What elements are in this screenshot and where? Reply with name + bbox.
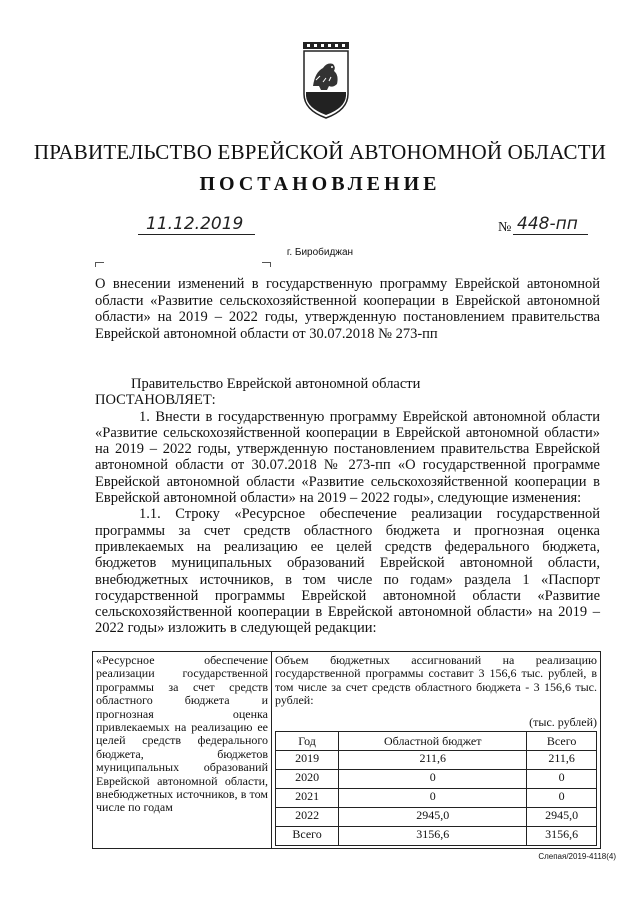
cell-regional-budget: 0 [339, 770, 527, 789]
table-row [276, 827, 597, 846]
cell-regional-budget: 211,6 [339, 751, 527, 770]
table-row [276, 808, 597, 827]
budget-description: Объем бюджетных ассигнований на реализацию государственной программы составит 3 156,6 тыс. рублей, в том числе за счет средств областного бюджета - 3 156,6 тыс. рублей: [275, 653, 597, 708]
government-line: Правительство Еврейской автономной области [131, 376, 421, 392]
body-block [95, 376, 600, 637]
cell-regional-budget: 0 [339, 789, 527, 808]
cell-regional-budget: 2945,0 [339, 808, 527, 827]
cell-total: 2945,0 [527, 808, 597, 827]
resolves-line: ПОСТАНОВЛЯЕТ: [95, 392, 216, 409]
decree-subject: О внесении изменений в государственную программу Еврейской автономной области «Развитие сельскохозяйственной кооперации в Еврейской автономной области» на 2019 – 2022 годы, утвержденную постановлением правительства Еврейской автономной области от 30.07.2018 № 273-пп [95, 276, 600, 342]
paragraph-1-1: 1.1. Строку «Ресурсное обеспечение реализации государственной программы за счет средств областного бюджета и прогнозная оценка привлекаемых на реализацию ее целей средств федерального бюджета, бюджетов муниципальных образований Еврейской автономной области, внебюджетных источников, в том числе по годам» раздела 1 «Паспорт государственной программы Еврейской автономной области «Развитие сельскохозяйственной кооперации в Еврейской автономной области» на 2019 – 2022 годы» изложить в следующей редакции: [95, 506, 600, 637]
city-label: г. Биробиджан [286, 247, 354, 258]
resource-table-left-cell: «Ресурсное обеспечение реализации государственной программы за счет средств областного бюджета и прогнозная оценка привлекаемых на реализацию ее целей средств федерального бюджета, бюджетов муниципальных образований Еврейской автономной области, внебюджетных источников, в том числе по годам [93, 652, 272, 849]
subject-corner-right [262, 262, 271, 267]
cell-total: 0 [527, 789, 597, 808]
cell-regional-budget: 3156,6 [339, 827, 527, 846]
subject-corner-left [95, 262, 104, 267]
budget-by-year-table [275, 731, 597, 846]
cell-year: 2022 [276, 808, 339, 827]
government-name: ПРАВИТЕЛЬСТВО ЕВРЕЙСКОЙ АВТОНОМНОЙ ОБЛАСТИ [33, 140, 607, 164]
decree-date: 11.12.2019 [138, 214, 255, 235]
document-code: Слепая/2019-4118(4) [538, 852, 616, 861]
resource-table-right-cell [272, 652, 601, 849]
cell-total: 3156,6 [527, 827, 597, 846]
number-mark: № [498, 220, 512, 235]
header-total: Всего [527, 732, 597, 751]
document-type-title: ПОСТАНОВЛЕНИЕ [199, 173, 441, 195]
table-row [276, 751, 597, 770]
cell-year: Всего [276, 827, 339, 846]
header-year: Год [276, 732, 339, 751]
units-label: (тыс. рублей) [529, 714, 597, 729]
table-row [276, 770, 597, 789]
cell-year: 2021 [276, 789, 339, 808]
header-regional-budget: Областной бюджет [339, 732, 527, 751]
cell-year: 2020 [276, 770, 339, 789]
cell-year: 2019 [276, 751, 339, 770]
table-row [276, 789, 597, 808]
cell-total: 0 [527, 770, 597, 789]
paragraph-1: 1. Внести в государственную программу Еврейской автономной области «Развитие сельскохозяйственной кооперации в Еврейской автономной области» на 2019 – 2022 годы, утвержденную постановлением правительства Еврейской автономной области от 30.07.2018 № 273-пп «О государственной программе Еврейской автономной области «Развитие сельскохозяйственной кооперации в Еврейской автономной области» на 2019 – 2022 годы», следующие изменения: [95, 408, 600, 507]
decree-number: 448-пп [513, 214, 588, 235]
budget-header-row [276, 732, 597, 751]
resource-table [92, 651, 601, 849]
coat-of-arms-icon [303, 42, 349, 120]
cell-total: 211,6 [527, 751, 597, 770]
